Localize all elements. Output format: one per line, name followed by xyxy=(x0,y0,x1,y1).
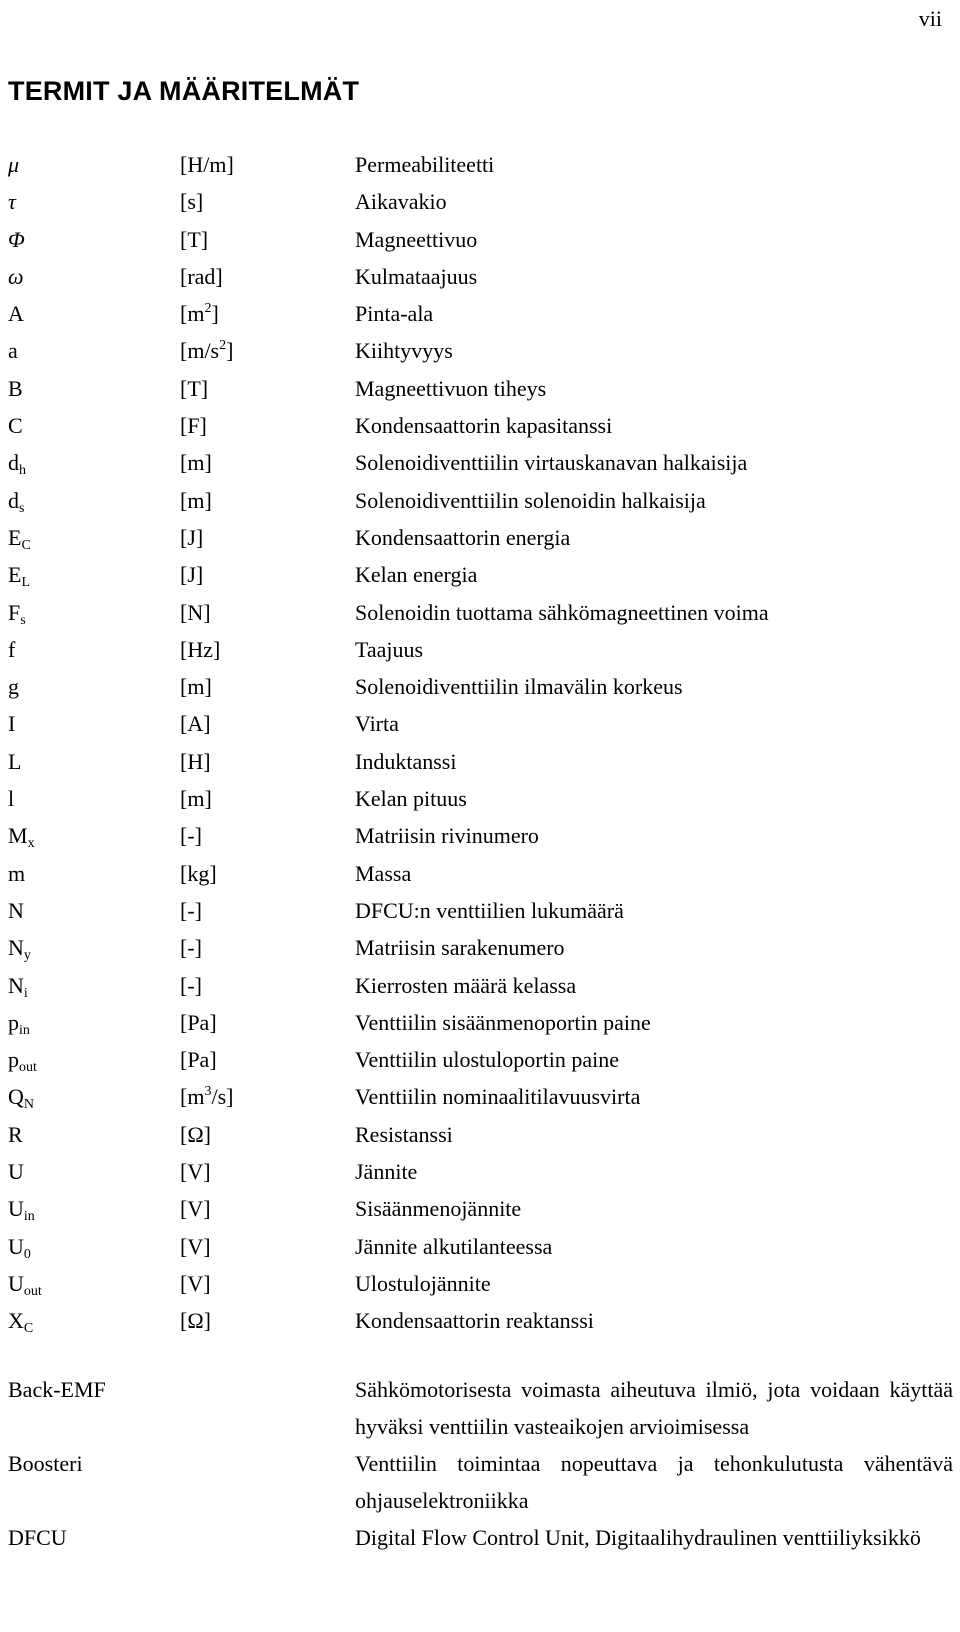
symbol-unit: [Pa] xyxy=(180,1047,217,1073)
symbol: $d_s$ xyxy=(8,487,25,516)
symbol: g xyxy=(8,674,19,700)
symbol-description: Resistanssi xyxy=(355,1121,453,1147)
symbol: m xyxy=(8,860,26,886)
symbol-description: Solenoidiventtiilin ilmavälin korkeus xyxy=(355,674,683,700)
symbol: τ xyxy=(8,189,16,215)
symbol-description: Pinta-ala xyxy=(355,301,434,327)
symbol: N xyxy=(8,897,24,923)
symbol-unit: [H] xyxy=(180,748,211,774)
symbol-unit: [m] xyxy=(180,674,212,700)
symbol-unit: [Pa] xyxy=(180,1009,217,1035)
symbol-unit: [Hz] xyxy=(180,636,221,662)
symbol: $N_y$ xyxy=(8,935,31,964)
symbol-unit: [V] xyxy=(180,1159,211,1185)
page-heading: TERMIT JA MÄÄRITELMÄT xyxy=(8,76,360,106)
symbol: L xyxy=(8,748,22,774)
symbol: $Q_N$ xyxy=(8,1084,35,1113)
symbol-unit: [H/m] xyxy=(180,152,234,177)
symbol-description: Solenoidiventtiilin virtauskanavan halkaisija xyxy=(355,450,748,476)
definition-term: Back-EMF xyxy=(8,1377,106,1402)
symbol-unit: $[m^3/s]$ xyxy=(180,1084,234,1110)
symbol-description: Ulostulojännite xyxy=(355,1270,491,1296)
symbol-description: Magneettivuo xyxy=(355,226,478,252)
symbol-unit: [m] xyxy=(180,450,212,476)
symbol-description: Kelan energia xyxy=(355,562,478,588)
symbol-description: Kondensaattorin reaktanssi xyxy=(355,1308,594,1334)
symbol-description: Venttiilin nominaalitilavuusvirta xyxy=(355,1084,641,1110)
definition-row xyxy=(8,1371,952,1445)
definition-text: Venttiilin toimintaa nopeuttava ja tehonkulutusta vähentävä ohjauselektroniikka xyxy=(355,1451,953,1513)
symbol-description: Venttiilin sisäänmenoportin paine xyxy=(355,1009,651,1035)
symbol: $d_h$ xyxy=(8,450,26,479)
definitions-table xyxy=(8,1371,952,1556)
symbol-description: Kelan pituus xyxy=(355,786,467,812)
symbol: Φ xyxy=(8,226,25,252)
symbol: $X_C$ xyxy=(8,1308,34,1337)
symbol-unit: [-] xyxy=(180,897,202,923)
symbol-description: Solenoidiventtiilin solenoidin halkaisija xyxy=(355,487,706,513)
symbol-unit: [V] xyxy=(180,1270,211,1296)
definition-row xyxy=(8,1519,952,1556)
symbol: a xyxy=(8,338,18,364)
symbol-unit: [m] xyxy=(180,786,212,812)
definition-term: Boosteri xyxy=(8,1451,83,1476)
definition-text: Digital Flow Control Unit, Digitaalihydraulinen venttiiliyksikkö xyxy=(355,1525,921,1550)
symbol-unit: [T] xyxy=(180,375,209,401)
page-number: vii xyxy=(918,6,942,31)
symbol-description: Venttiilin ulostuloportin paine xyxy=(355,1047,619,1073)
symbol: $U_{in}$ xyxy=(8,1196,35,1225)
symbol-unit: [T] xyxy=(180,226,209,252)
symbol: R xyxy=(8,1121,23,1147)
symbol-description: Permeabiliteetti xyxy=(355,152,495,177)
symbol-unit: $[m/s^2]$ xyxy=(180,338,234,364)
symbol-unit: [V] xyxy=(180,1233,211,1259)
symbol-unit: [rad] xyxy=(180,263,223,289)
symbol: $E_L$ xyxy=(8,562,31,591)
symbol-description: DFCU:n venttiilien lukumäärä xyxy=(355,897,624,923)
symbol-description: Magneettivuon tiheys xyxy=(355,375,547,401)
symbol-description: Kondensaattorin kapasitanssi xyxy=(355,413,613,439)
symbol-unit: [s] xyxy=(180,189,204,215)
symbol-description: Aikavakio xyxy=(355,189,447,215)
symbol-description: Kondensaattorin energia xyxy=(355,524,571,550)
symbol-unit: [Ω] xyxy=(180,1121,212,1147)
symbol: A xyxy=(8,301,24,327)
symbol-unit: [-] xyxy=(180,935,202,961)
symbol-description: Jännite alkutilanteessa xyxy=(355,1233,553,1259)
symbol-unit: [J] xyxy=(180,524,204,550)
symbol-description: Taajuus xyxy=(355,636,424,662)
symbol: $U_{out}$ xyxy=(8,1270,42,1299)
symbol: C xyxy=(8,413,23,439)
symbol: B xyxy=(8,375,23,401)
symbol-description: Kiihtyvyys xyxy=(355,338,453,364)
symbol: I xyxy=(8,711,16,737)
symbol: f xyxy=(8,636,16,662)
symbol: $p_{out}$ xyxy=(8,1047,37,1076)
symbol-unit: [F] xyxy=(180,413,207,439)
symbol: $F_s$ xyxy=(8,599,26,628)
symbol-description: Solenoidin tuottama sähkömagneettinen voima xyxy=(355,599,769,625)
symbol: l xyxy=(8,786,15,812)
symbol-unit: [Ω] xyxy=(180,1308,212,1334)
symbol-description: Virta xyxy=(355,711,399,737)
symbol: $N_i$ xyxy=(8,972,28,1001)
symbol-unit: [m] xyxy=(180,487,212,513)
symbol-unit: [J] xyxy=(180,562,204,588)
symbol-description: Matriisin sarakenumero xyxy=(355,935,565,961)
symbol: $M_x$ xyxy=(8,823,35,852)
symbol-unit: [-] xyxy=(180,823,202,849)
symbol: ω xyxy=(8,263,24,289)
symbol-description: Kierrosten määrä kelassa xyxy=(355,972,577,998)
symbol-unit: $[m^2]$ xyxy=(180,301,219,327)
symbol-description: Jännite xyxy=(355,1159,418,1185)
symbol-unit: [kg] xyxy=(180,860,217,886)
definition-text: Sähkömotorisesta voimasta aiheutuva ilmiö, jota voidaan käyttää hyväksi venttiilin vasteaikojen arvioimisessa xyxy=(355,1377,953,1439)
symbol-unit: [-] xyxy=(180,972,202,998)
symbol-description: Massa xyxy=(355,860,412,886)
symbol: $E_C$ xyxy=(8,524,31,553)
symbol-description: Sisäänmenojännite xyxy=(355,1196,522,1222)
symbol: $p_{in}$ xyxy=(8,1009,30,1038)
symbol-description: Matriisin rivinumero xyxy=(355,823,539,849)
symbol-description: Induktanssi xyxy=(355,748,457,774)
definition-row xyxy=(8,1445,952,1519)
symbol: μ xyxy=(8,152,20,177)
definition-term: DFCU xyxy=(8,1525,67,1550)
symbol-description: Kulmataajuus xyxy=(355,263,478,289)
symbol: U xyxy=(8,1159,24,1185)
symbol: $U_0$ xyxy=(8,1233,31,1262)
symbol-unit: [V] xyxy=(180,1196,211,1222)
symbol-unit: [A] xyxy=(180,711,211,737)
symbol-unit: [N] xyxy=(180,599,211,625)
